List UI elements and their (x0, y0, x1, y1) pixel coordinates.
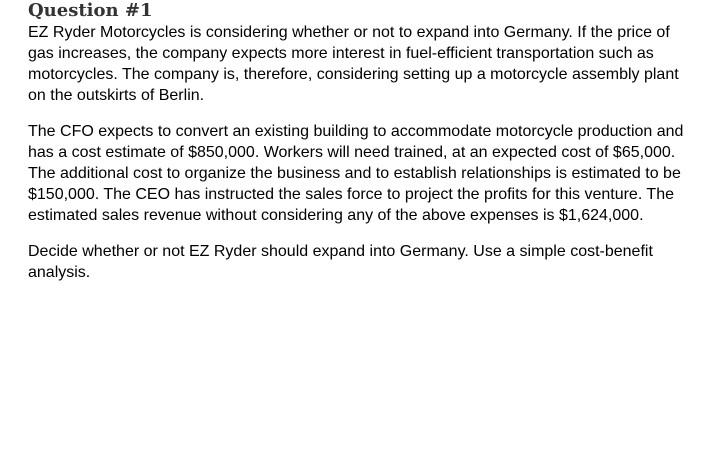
paragraph-intro: EZ Ryder Motorcycles is considering whether or not to expand into Germany. If the price of gas increases, the company expects more interest in fuel-efficient transportation such as motorcycles. The company is, therefore, considering setting up a motorcycle assembly plant on the outskirts of Berlin. (28, 24, 679, 104)
paragraph-task: Decide whether or not EZ Ryder should expand into Germany. Use a simple cost-benefit analysis. (28, 243, 653, 281)
paragraph-costs: The CFO expects to convert an existing building to accommodate motorcycle production and has a cost estimate of $850,000. Workers will need trained, at an expected cost of $65,000. The additional cost to organize the business and to establish relationships is estimated to be $150,000. The CEO has instructed the sales force to project the profits for this venture. The estimated sales revenue without considering any of the above expenses is $1,624,000. (28, 123, 684, 224)
question-heading: Question #1 (28, 0, 153, 21)
document-page (28, 0, 698, 283)
